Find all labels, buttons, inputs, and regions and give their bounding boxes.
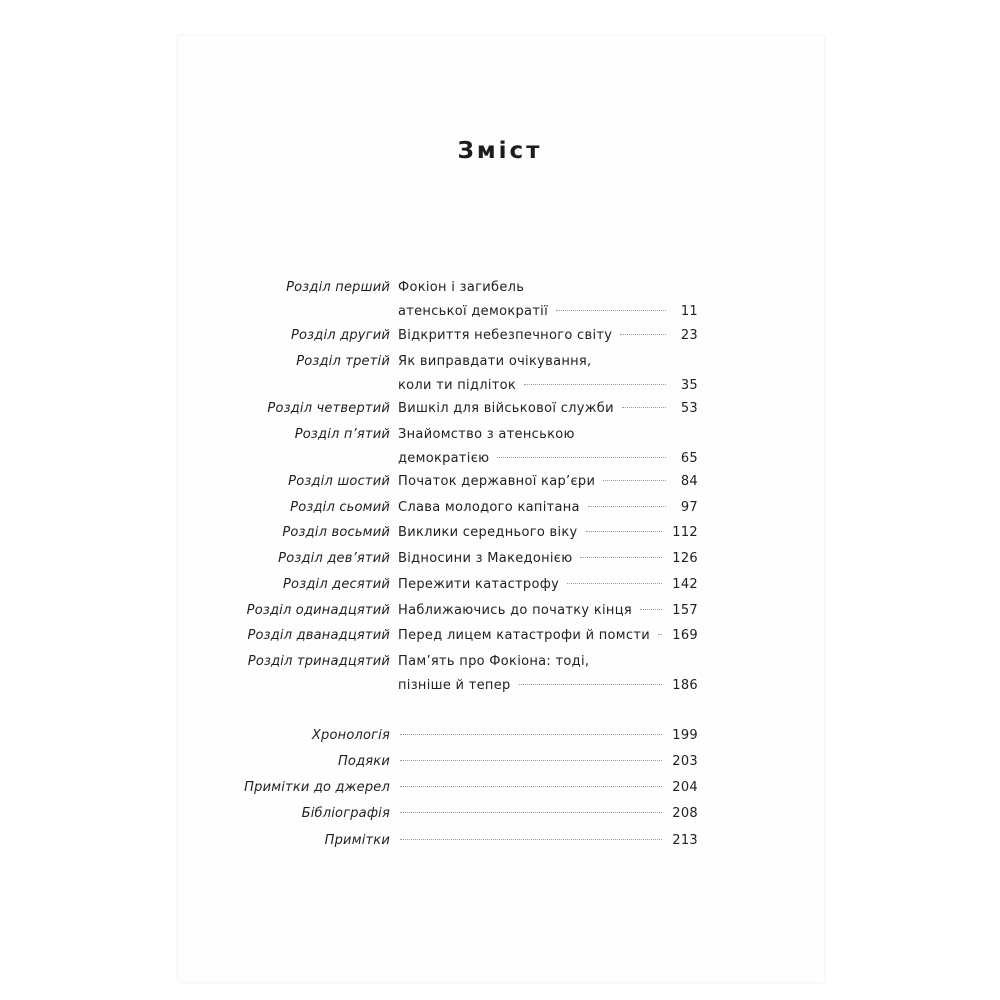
chapter-title-line: Відносини з Македонією: [398, 551, 573, 566]
chapter-title-line: Наближаючись до початку кінця: [398, 603, 632, 618]
chapter-title-line: Як виправдати очікування,: [398, 354, 592, 369]
page-number: 53: [680, 401, 698, 416]
chapter-label: Розділ третій: [296, 354, 390, 369]
dot-leader: [400, 733, 662, 735]
chapter-title-line: Слава молодого капітана: [398, 500, 580, 515]
chapter-label: Розділ одинадцятий: [246, 603, 390, 618]
dot-leader: [400, 838, 662, 840]
section-label: Примітки: [324, 833, 390, 848]
dot-leader: [640, 608, 662, 610]
chapter-label: Розділ десятий: [283, 577, 390, 592]
chapter-label: Розділ шостий: [288, 474, 390, 489]
page-number: 157: [672, 603, 698, 618]
dot-leader: [658, 633, 662, 635]
chapter-title-line: Пам’ять про Фокіона: тоді,: [398, 654, 590, 669]
section-label: Подяки: [337, 754, 390, 769]
section-label: Бібліографія: [301, 806, 390, 821]
page-number: 142: [672, 577, 698, 592]
chapter-label: Розділ дев’ятий: [278, 551, 390, 566]
dot-leader: [400, 811, 662, 813]
page-number: 126: [672, 551, 698, 566]
chapter-title-line: Фокіон і загибель: [398, 280, 525, 295]
dot-leader: [622, 406, 666, 408]
section-label: Хронологія: [311, 728, 390, 743]
chapter-title-line: Вишкіл для військової служби: [398, 401, 614, 416]
section-label: Примітки до джерел: [244, 780, 390, 795]
page-number: 204: [672, 780, 698, 795]
page-number: 97: [680, 500, 698, 515]
page-number: 186: [672, 678, 698, 693]
chapter-label: Розділ перший: [286, 280, 390, 295]
dot-leader: [497, 456, 666, 458]
dot-leader: [588, 505, 666, 507]
chapter-title-line: Знайомство з атенською: [398, 427, 575, 442]
page-number: 84: [680, 474, 698, 489]
chapter-title-line: пізніше й тепер: [398, 678, 511, 693]
chapter-title-line: демократією: [398, 451, 490, 466]
dot-leader: [400, 759, 662, 761]
page-number: 169: [672, 628, 698, 643]
dot-leader: [567, 582, 662, 584]
dot-leader: [400, 785, 662, 787]
page-number: 65: [680, 451, 698, 466]
chapter-title-line: Відкриття небезпечного світу: [398, 328, 613, 343]
chapter-label: Розділ тринадцятий: [247, 654, 390, 669]
page-number: 112: [672, 525, 698, 540]
chapter-label: Розділ восьмий: [282, 525, 390, 540]
dot-leader: [580, 556, 662, 558]
chapter-label: Розділ четвертий: [267, 401, 390, 416]
chapter-title-line: Початок державної кар’єри: [398, 474, 596, 489]
page-number: 35: [680, 378, 698, 393]
chapter-label: Розділ сьомий: [290, 500, 390, 515]
chapter-title-line: атенської демократії: [398, 304, 549, 319]
page-number: 208: [672, 806, 698, 821]
dot-leader: [524, 383, 666, 385]
page-number: 203: [672, 754, 698, 769]
chapter-label: Розділ п’ятий: [294, 427, 390, 442]
contents-title: Зміст: [457, 138, 543, 164]
page-number: 199: [672, 728, 698, 743]
chapter-label: Розділ другий: [290, 328, 390, 343]
chapter-title-line: Перед лицем катастрофи й помсти: [398, 628, 650, 643]
dot-leader: [556, 309, 666, 311]
page-number: 213: [672, 833, 698, 848]
dot-leader: [603, 479, 666, 481]
dot-leader: [519, 683, 663, 685]
chapter-title-line: Виклики середнього віку: [398, 525, 578, 540]
page-number: 23: [680, 328, 698, 343]
chapter-title-line: Пережити катастрофу: [398, 577, 560, 592]
chapter-title-line: коли ти підліток: [398, 378, 517, 393]
page-number: 11: [680, 304, 698, 319]
chapter-label: Розділ дванадцятий: [247, 628, 390, 643]
dot-leader: [586, 530, 663, 532]
dot-leader: [620, 333, 666, 335]
